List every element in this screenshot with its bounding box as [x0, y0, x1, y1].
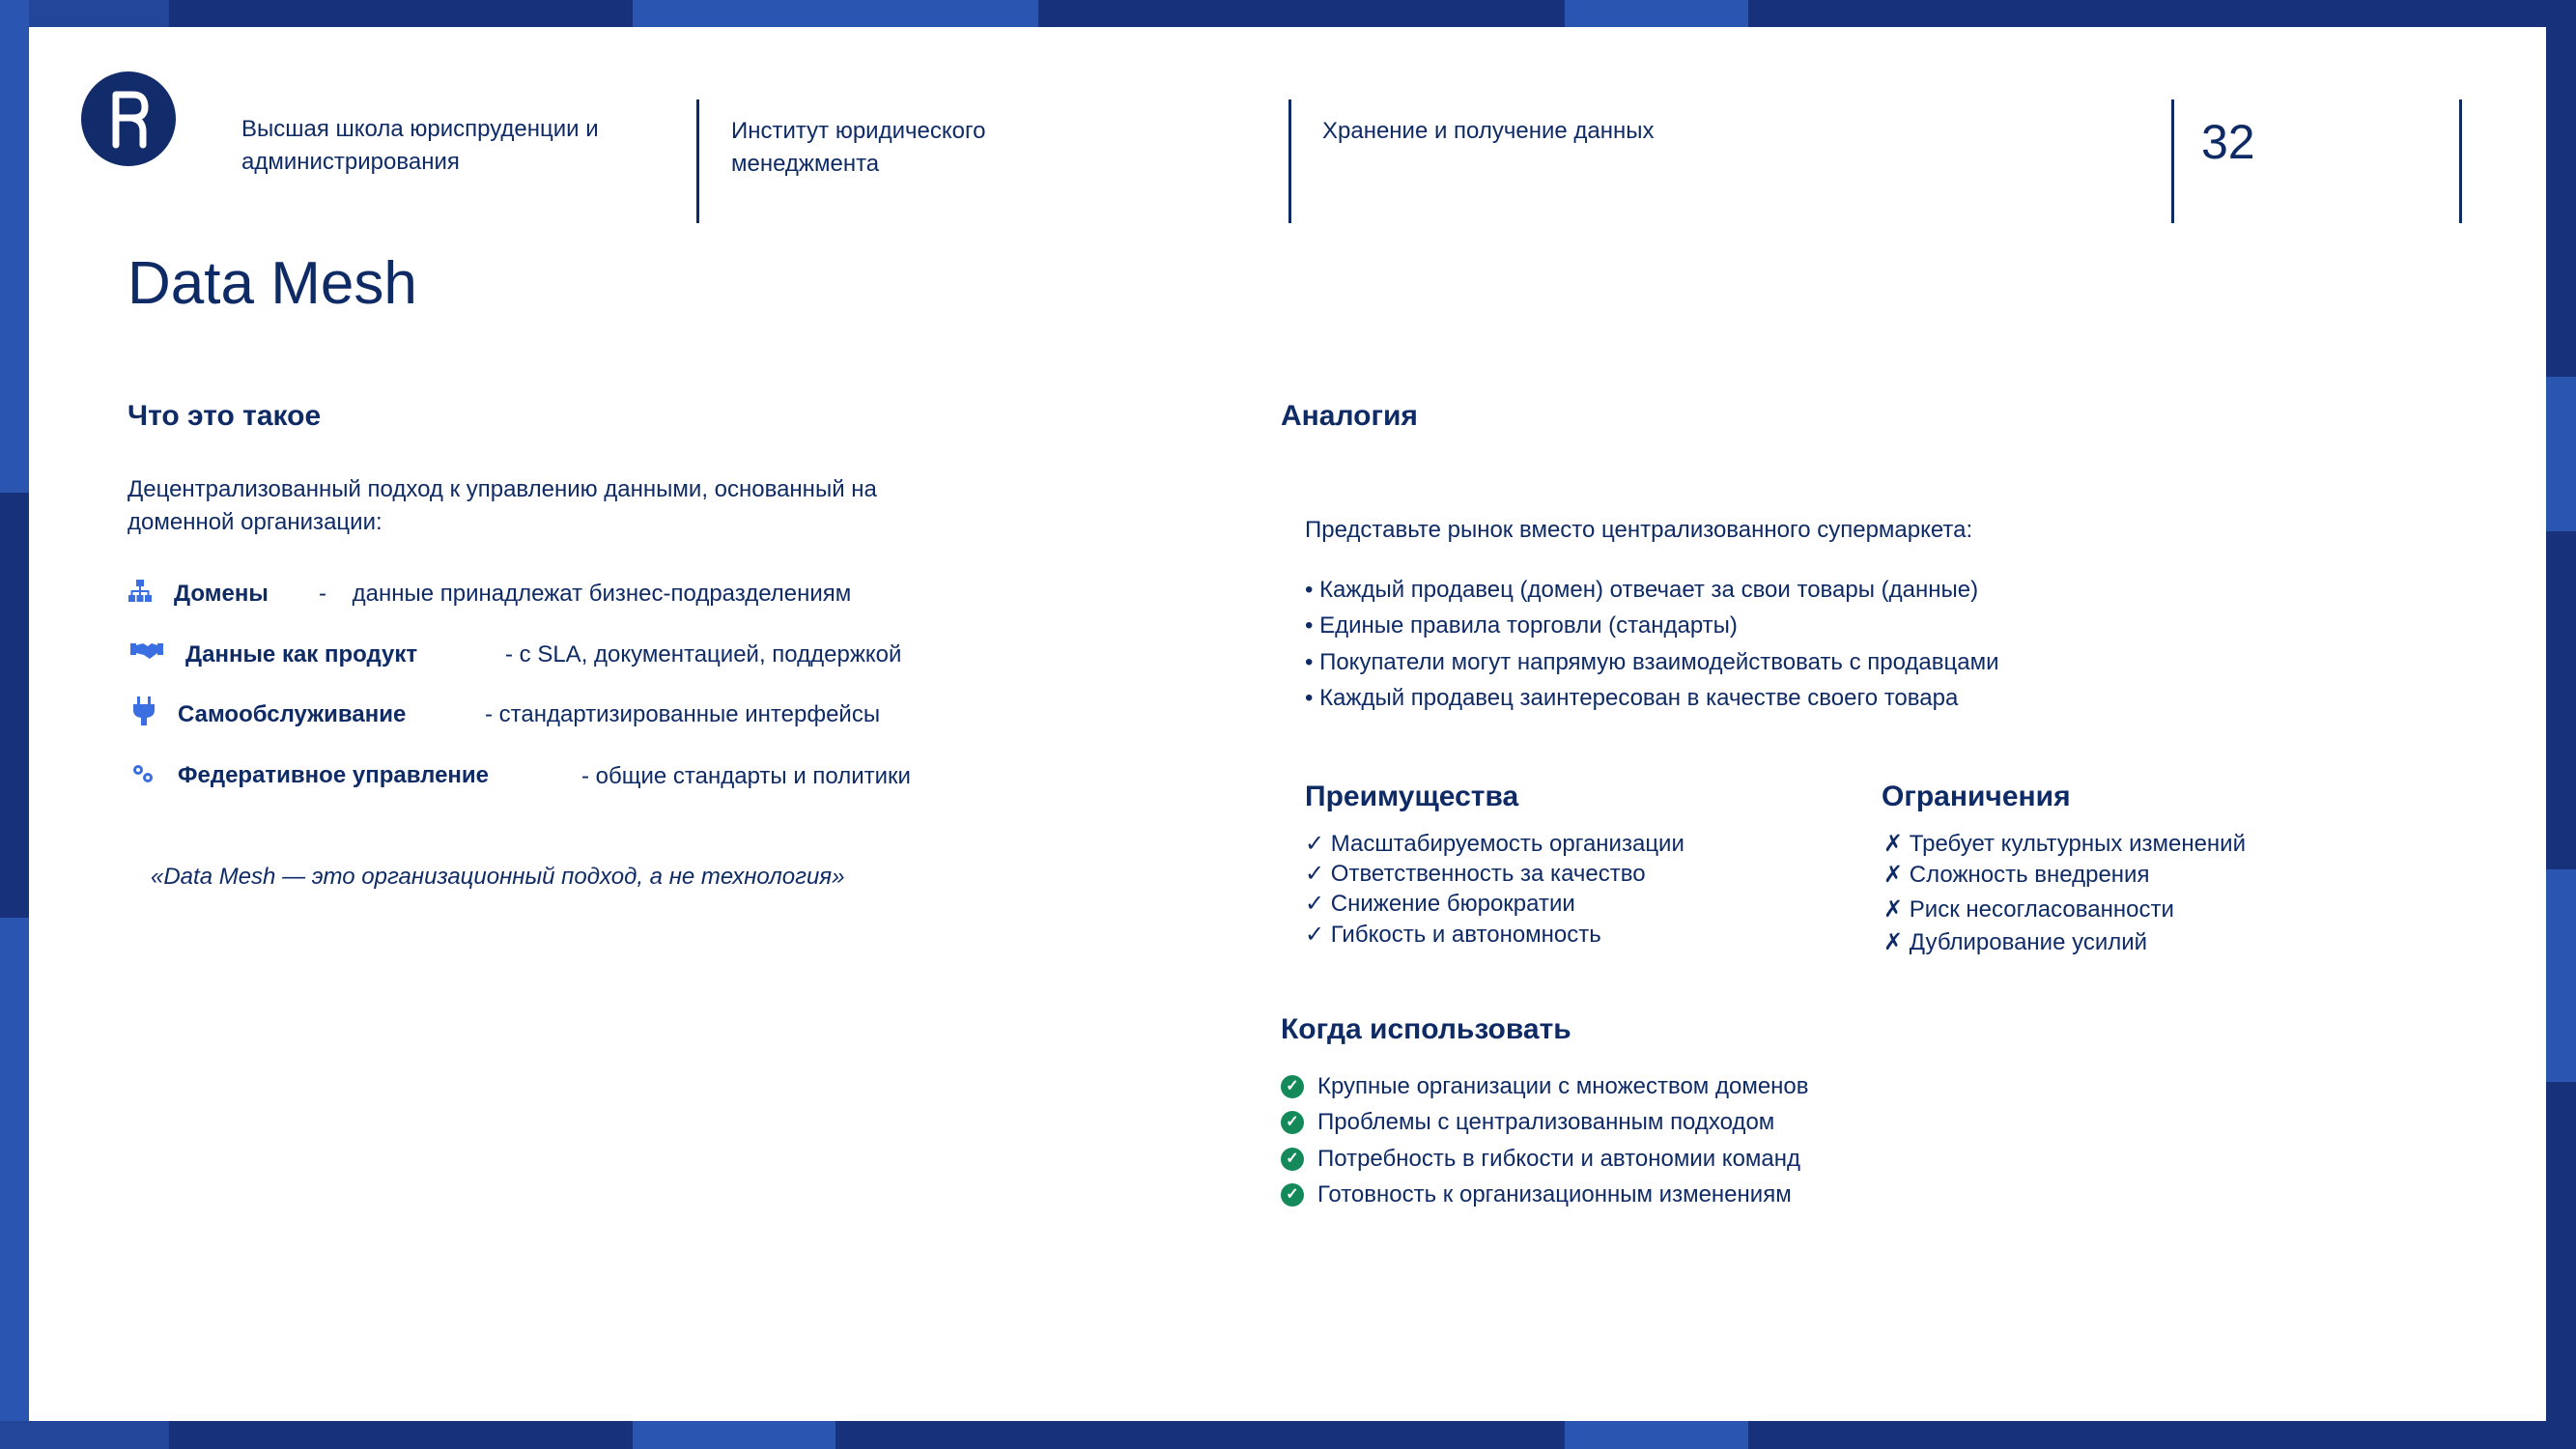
- pros-heading: Преимущества: [1305, 781, 1519, 812]
- list-item: ✓ Масштабируемость организации: [1305, 831, 1684, 857]
- list-item: Потребность в гибкости и автономии команд: [1317, 1146, 1801, 1172]
- check-circle-icon: ✓: [1281, 1075, 1304, 1098]
- list-item: • Каждый продавец (домен) отвечает за свои товары (данные): [1305, 577, 1979, 603]
- list-item: ✗ Дублирование усилий: [1883, 929, 2148, 955]
- list-item: Крупные организации с множеством доменов: [1317, 1073, 1809, 1099]
- background-block: [633, 1421, 835, 1449]
- header-divider: [2459, 99, 2462, 223]
- what-is-heading: Что это такое: [127, 400, 322, 432]
- principle-desc: - с SLA, документацией, поддержкой: [505, 641, 902, 668]
- list-item: ✗ Сложность внедрения: [1883, 862, 2150, 888]
- header-divider: [1288, 99, 1291, 223]
- analogy-heading: Аналогия: [1281, 400, 1418, 432]
- list-item: ✗ Требует культурных изменений: [1883, 831, 2246, 857]
- plug-icon: [132, 696, 156, 732]
- list-item: • Единые правила торговли (стандарты): [1305, 612, 1738, 639]
- background-block: [1565, 0, 1748, 27]
- list-item: ✓ Снижение бюрократии: [1305, 891, 1575, 917]
- principle-desc: - данные принадлежат бизнес-подразделениям: [319, 581, 852, 607]
- principle-desc: - стандартизированные интерфейсы: [485, 701, 881, 727]
- hse-logo: [81, 71, 176, 166]
- list-item: ✓ Гибкость и автономность: [1305, 922, 1601, 948]
- list-item: • Каждый продавец заинтересован в качестве своего товара: [1305, 685, 1959, 711]
- check-circle-icon: ✓: [1281, 1111, 1304, 1134]
- list-item: ✗ Риск несогласованности: [1883, 896, 2174, 923]
- background-block: [633, 0, 1038, 27]
- list-item: ✓ Ответственность за качество: [1305, 861, 1646, 887]
- principle-name: Данные как продукт: [185, 641, 418, 668]
- topic-name: Хранение и получение данных: [1322, 118, 1655, 144]
- cons-heading: Ограничения: [1882, 781, 2071, 812]
- principle-name: Самообслуживание: [178, 701, 407, 727]
- list-item: • Покупатели могут напрямую взаимодействовать с продавцами: [1305, 649, 1999, 675]
- school-name: Высшая школа юриспруденции и администрирования: [241, 116, 599, 175]
- principle-desc: - общие стандарты и политики: [581, 763, 911, 789]
- background-block: [2546, 869, 2576, 1082]
- hse-logo-icon: [81, 71, 176, 166]
- background-block: [0, 1421, 169, 1449]
- page-title: Data Mesh: [127, 250, 417, 317]
- list-item: Готовность к организационным изменениям: [1317, 1181, 1792, 1208]
- quote: «Data Mesh — это организационный подход, а не технология»: [151, 864, 845, 890]
- background-block: [1565, 1421, 1748, 1449]
- background-block: [0, 918, 29, 1449]
- intro-text: Децентрализованный подход к управлению данными, основанный на доменной организации:: [127, 476, 877, 535]
- institute-name: Институт юридического менеджмента: [731, 118, 986, 177]
- list-item: Проблемы с централизованным подходом: [1317, 1109, 1775, 1135]
- slide-card: [29, 27, 2546, 1421]
- gears-icon: [131, 761, 155, 791]
- when-heading: Когда использовать: [1281, 1013, 1571, 1045]
- background-block: [0, 0, 29, 493]
- handshake-icon: [130, 638, 163, 669]
- check-circle-icon: ✓: [1281, 1148, 1304, 1171]
- principle-name: Федеративное управление: [178, 762, 490, 788]
- page-number: 32: [2201, 115, 2255, 169]
- org-chart-icon: [127, 579, 153, 611]
- background-block: [2546, 377, 2576, 531]
- analogy-intro: Представьте рынок вместо централизованного супермаркета:: [1305, 517, 1973, 543]
- check-circle-icon: ✓: [1281, 1183, 1304, 1207]
- header-divider: [696, 99, 699, 223]
- header-divider: [2171, 99, 2174, 223]
- principle-name: Домены: [174, 581, 269, 607]
